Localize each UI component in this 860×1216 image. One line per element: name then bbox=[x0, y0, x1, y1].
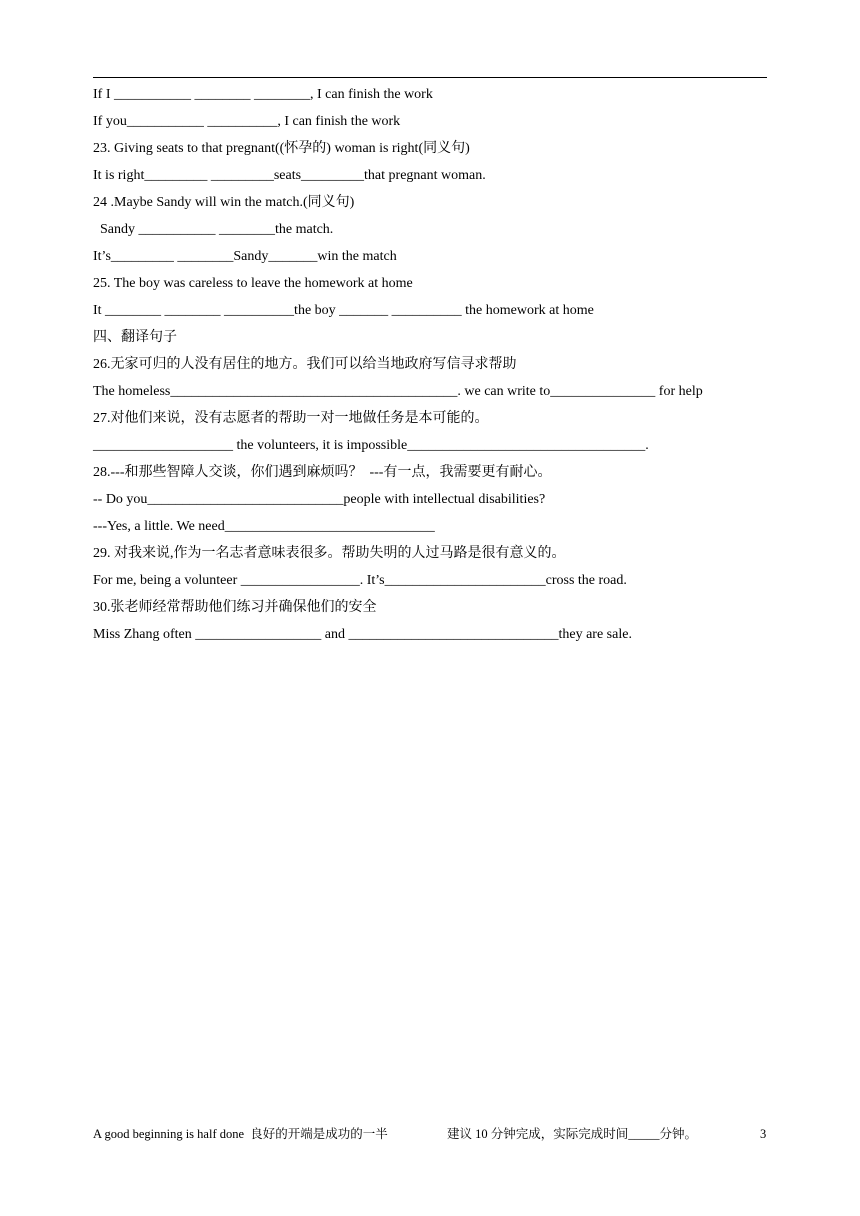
question-27-answer: ____________________ the volunteers, it is impossible__________________________________. bbox=[93, 438, 649, 453]
question-29-answer: For me, being a volunteer _________________. It’s_______________________cross the road. bbox=[93, 573, 627, 588]
footer-motto: A good beginning is half done 良好的开端是成功的一半 bbox=[93, 1127, 388, 1141]
question-28-answer-a: -- Do you____________________________people with intellectual disabilities? bbox=[93, 492, 546, 507]
question-24-answer-b: It’s_________ ________Sandy_______win the match bbox=[93, 249, 397, 264]
exercise-line: If you___________ __________, I can finish the work bbox=[93, 114, 401, 129]
question-28-answer-b: ---Yes, a little. We need______________________________ bbox=[93, 519, 435, 534]
question-30-prompt: 30.张老师经常帮助他们练习并确保他们的安全 bbox=[93, 600, 377, 615]
page-number: 3 bbox=[760, 1127, 767, 1141]
footer-time-note: 建议 10 分钟完成，实际完成时间_____分钟。 bbox=[447, 1127, 698, 1141]
question-26-prompt: 26.无家可归的人没有居住的地方。我们可以给当地政府写信寻求帮助 bbox=[93, 357, 517, 372]
question-26-answer: The homeless_________________________________________. we can write to_______________ for help bbox=[93, 384, 703, 399]
section-heading-translation: 四、翻译句子 bbox=[93, 330, 177, 345]
question-29-prompt: 29. 对我来说,作为一名志者意味表很多。帮助失明的人过马路是很有意义的。 bbox=[93, 546, 566, 561]
question-27-prompt: 27.对他们来说，没有志愿者的帮助一对一地做任务是本可能的。 bbox=[93, 411, 489, 426]
question-24-answer-a: Sandy ___________ ________the match. bbox=[93, 222, 334, 237]
question-30-answer: Miss Zhang often __________________ and ______________________________they are sale. bbox=[93, 627, 632, 642]
exercise-line: If I ___________ ________ ________, I can finish the work bbox=[93, 87, 433, 102]
question-23-prompt: 23. Giving seats to that pregnant((怀孕的) woman is right(同义句) bbox=[93, 141, 470, 156]
question-28-prompt: 28.---和那些智障人交谈，你们遇到麻烦吗？ ---有一点，我需要更有耐心。 bbox=[93, 465, 552, 480]
question-25-prompt: 25. The boy was careless to leave the homework at home bbox=[93, 276, 413, 291]
header-rule bbox=[93, 77, 767, 78]
question-25-answer: It ________ ________ __________the boy _______ __________ the homework at home bbox=[93, 303, 594, 318]
exercise-lines bbox=[93, 81, 773, 648]
question-23-answer: It is right_________ _________seats_________that pregnant woman. bbox=[93, 168, 486, 183]
question-24-prompt: 24 .Maybe Sandy will win the match.(同义句) bbox=[93, 195, 355, 210]
